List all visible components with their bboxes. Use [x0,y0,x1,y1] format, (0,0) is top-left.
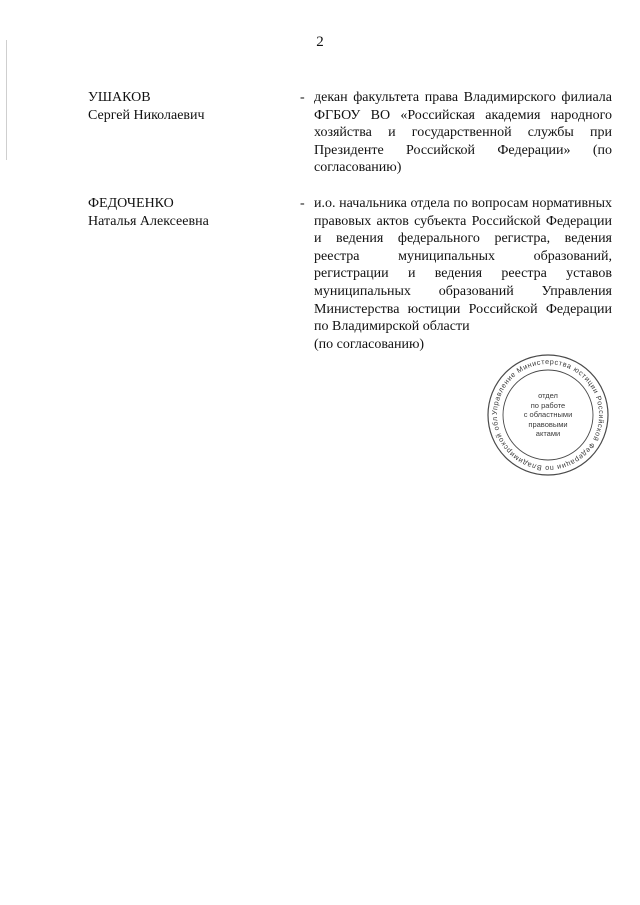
page-number: 2 [316,34,324,50]
left-scan-edge [6,40,7,160]
seal-line: с областными [523,410,573,419]
member-surname: ФЕДОЧЕНКО [88,196,174,211]
member-given-names: Наталья Алексеевна [88,213,209,229]
member-given-names: Сергей Николаевич [88,107,205,123]
position-text: декан факультета права Владимирского филиала ФГБОУ ВО «Российская академия народного хозяйства и государственной службы при Президенте Российской Федерации» (по согласованию) [314,90,612,176]
seal-ring-text: Управление Министерства юстиции Российской Федерации по Владимирской обл [489,356,607,474]
seal-line: актами [535,429,561,438]
seal-line: правовыми [528,419,568,429]
member-position [314,89,612,177]
agreement-note: (по согласованию) [314,336,425,352]
seal-center-text [486,391,610,439]
position-text: и.о. начальника отдела по вопросам нормативных правовых актов субъекта Российской Федерации и ведения федерального регистра, ведения реестра муниципальных образований, регистрации и ведения реестра уставов муниципальных образований Управления Министерства юстиции Российской Федерации по Владимирской области [314,196,612,335]
seal-line: отдел [538,391,558,400]
seal-line: по работе [530,400,566,410]
entry-dash: - [300,196,305,211]
official-seal [486,353,610,477]
entry-dash: - [300,90,305,105]
member-name [88,195,288,230]
member-surname: УШАКОВ [88,90,151,105]
member-name [88,89,288,124]
member-position [314,195,612,353]
